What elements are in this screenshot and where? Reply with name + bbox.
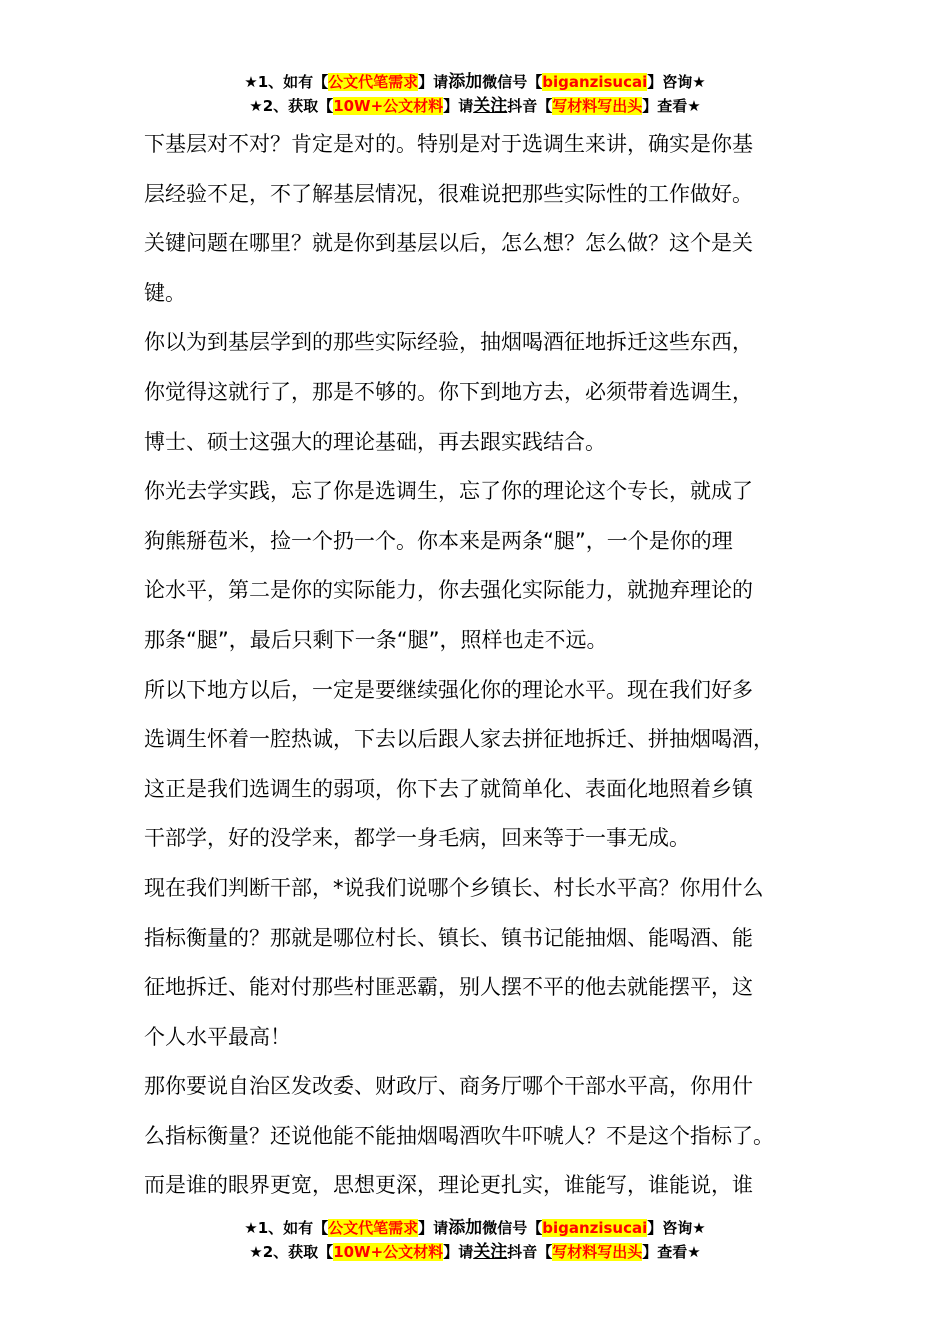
banner-line-1 [0,1216,950,1240]
banner-line-2 [0,94,950,118]
text-line: 键。 [144,280,186,305]
banner-text: 抖音【 [507,97,553,115]
text-line: 论水平，第二是你的实际能力，你去强化实际能力，就抛弃理论的 [144,578,753,603]
text-line: 么指标衡量？还说他能不能抽烟喝酒吹牛吓唬人？不是这个指标了。 [144,1123,774,1148]
banner-highlight: 公文代笔需求 [328,73,419,91]
banner-highlight: 10W+公文材料 [333,1243,444,1261]
paragraph [144,318,834,467]
banner-highlight: 公文代笔需求 [328,1219,419,1237]
banner-text: 】请 [443,1243,474,1261]
header-banner [0,70,950,118]
banner-text: 】请 [443,97,474,115]
banner-emphasis: 添加 [448,1218,483,1238]
paragraph [144,467,834,665]
banner-text: 】请 [418,73,449,91]
banner-line-2 [0,1240,950,1264]
banner-emphasis: 添加 [448,72,483,92]
text-line: 征地拆迁、能对付那些村匪恶霸，别人摆不平的他去就能摆平，这 [144,975,753,1000]
banner-highlight: biganzisucai [542,73,648,91]
paragraph [144,120,834,318]
banner-text: ★2、获取【 [249,97,334,115]
banner-text: 微信号【 [482,1219,543,1237]
text-line: 下基层对不对？肯定是对的。特别是对于选调生来讲，确实是你基 [144,132,753,156]
banner-highlight: 写材料写出头 [552,97,643,115]
text-line: 干部学，好的没学来，都学一身毛病，回来等于一事无成。 [144,826,690,851]
text-line: 指标衡量的？那就是哪位村长、镇长、镇书记能抽烟、能喝酒、能 [144,925,753,950]
banner-text: 】查看★ [642,97,701,115]
banner-highlight: 10W+公文材料 [333,97,444,115]
text-line: 你以为到基层学到的那些实际经验，抽烟喝酒征地拆迁这些东西， [144,330,753,355]
text-line: 所以下地方以后，一定是要继续强化你的理论水平。现在我们好多 [144,677,753,702]
footer-banner [0,1216,950,1264]
paragraph [144,864,834,1062]
text-line: 而是谁的眼界更宽，思想更深，理论更扎实，谁能写，谁能说，谁 [144,1173,753,1198]
banner-text: 】咨询★ [647,1219,706,1237]
text-line: 博士、硕士这强大的理论基础，再去跟实践结合。 [144,429,606,454]
banner-text: ★1、如有【 [244,73,329,91]
document-body [144,120,834,1211]
text-line: 层经验不足，不了解基层情况，很难说把那些实际性的工作做好。 [144,181,753,206]
text-line: 你觉得这就行了，那是不够的。你下到地方去，必须带着选调生， [144,379,753,404]
paragraph [144,1062,834,1211]
text-line: 关键问题在哪里？就是你到基层以后，怎么想？怎么做？这个是关 [144,231,753,256]
banner-line-1 [0,70,950,94]
paragraph [144,666,834,864]
banner-text: ★2、获取【 [249,1243,334,1261]
banner-text: 】请 [418,1219,449,1237]
text-line: 那条“腿”，最后只剩下一条“腿”，照样也走不远。 [144,627,608,652]
banner-emphasis: 关注 [473,96,508,116]
text-line: 选调生怀着一腔热诚，下去以后跟人家去拼征地拆迁、拼抽烟喝酒， [144,727,774,752]
banner-text: 】咨询★ [647,73,706,91]
banner-emphasis: 关注 [473,1242,508,1262]
banner-text: ★1、如有【 [244,1219,329,1237]
banner-text: 微信号【 [482,73,543,91]
text-line: 个人水平最高！ [144,1024,291,1049]
banner-text: 抖音【 [507,1243,553,1261]
banner-text: 】查看★ [642,1243,701,1261]
text-line: 狗熊掰苞米，捡一个扔一个。你本来是两条“腿”，一个是你的理 [144,528,733,553]
text-line: 现在我们判断干部，*说我们说哪个乡镇长、村长水平高？你用什么 [144,875,764,900]
text-line: 那你要说自治区发改委、财政厅、商务厅哪个干部水平高，你用什 [144,1074,753,1099]
text-line: 这正是我们选调生的弱项，你下去了就简单化、表面化地照着乡镇 [144,776,753,801]
banner-highlight: biganzisucai [542,1219,648,1237]
text-line: 你光去学实践，忘了你是选调生，忘了你的理论这个专长，就成了 [144,479,753,504]
banner-highlight: 写材料写出头 [552,1243,643,1261]
